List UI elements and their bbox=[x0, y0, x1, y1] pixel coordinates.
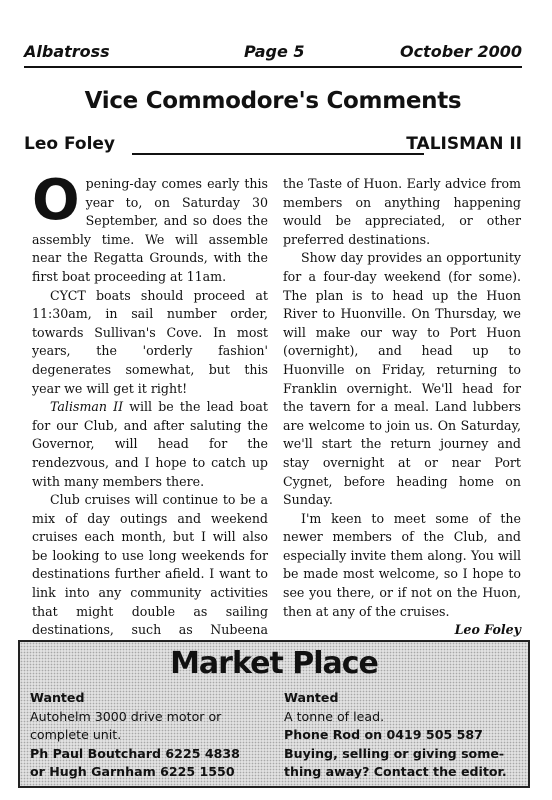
paragraph: the Taste of Huon. Early advice from members on anything happening would be appreciated, or other preferred destinations. bbox=[283, 176, 521, 247]
ad-line: complete unit. bbox=[30, 727, 122, 742]
signature: Leo Foley bbox=[454, 622, 521, 638]
publication-name: Albatross bbox=[24, 42, 110, 61]
market-place-title: Market Place bbox=[170, 646, 378, 681]
paragraph: Show day provides an opportunity for a four-day weekend (for some). The plan is to head up the Huon River to Huonville. On Thursday, we will make our way to Port Huon (overnight), and head up to Huonville on Friday, returning to Franklin overnight. We'll head for the tavern for a meal. Land lubbers are welcome to join us. On Saturday, we'll start the return journey and stay overnight at or near Port Cygnet, before heading home on Sunday. bbox=[283, 250, 521, 508]
ad-contact: Phone Rod on 0419 505 587 bbox=[284, 727, 483, 742]
paragraph: Club cruises will continue to be a mix of day outings and weekend cruises each month, but I will also be looking to use long weekends for destinations further afield. I want to link into any community activities that might double as sailing destinations, such as Nubeena bbox=[32, 492, 268, 638]
article-column-left bbox=[32, 168, 268, 658]
byline-rule bbox=[132, 153, 424, 155]
article-title: Vice Commodore's Comments bbox=[84, 88, 462, 114]
paragraph: I'm keen to meet some of the newer members of the Club, and especially invite them along. You will be made most welcome, so I hope to see you there, or if not on the Huon, then at any of the cruises. bbox=[283, 510, 521, 619]
paragraph: CYCT boats should proceed at 11:30am, in sail number order, towards Sullivan's Cove. In most years, the 'orderly fashion' degenerates somewhat, but this year we will get it right! bbox=[32, 287, 268, 396]
ad-heading: Wanted bbox=[30, 690, 85, 705]
ad-contact: or Hugh Garnham 6225 1550 bbox=[30, 764, 235, 779]
paragraph bbox=[32, 398, 268, 491]
page-number: Page 5 bbox=[244, 42, 305, 61]
byline bbox=[24, 134, 522, 158]
classified-ad-right bbox=[284, 689, 524, 782]
market-place-box bbox=[18, 640, 530, 788]
article-author: Leo Foley bbox=[24, 134, 116, 154]
issue-date: October 2000 bbox=[399, 42, 522, 61]
page-header bbox=[24, 40, 522, 64]
ad-line: Buying, selling or giving some- bbox=[284, 745, 505, 761]
paragraph-text: will be the lead boat for our Club, and after saluting the Governor, will head for the rendezvous, and I hope to catch up with many members there. bbox=[32, 399, 268, 489]
ad-contact: Ph Paul Boutchard 6225 4838 bbox=[30, 745, 240, 761]
paragraph-text: pening-day comes early this year to, on Saturday 30 September, and so does the assembly time. We will assemble near the Regatta Grounds, with the first boat proceeding at 11am. bbox=[32, 176, 268, 284]
article-column-right bbox=[283, 175, 521, 640]
ad-line: A tonne of lead. bbox=[284, 708, 385, 724]
ad-heading: Wanted bbox=[284, 690, 339, 705]
boat-name-italic: Talisman II bbox=[50, 399, 124, 415]
header-rule bbox=[24, 66, 522, 68]
drop-cap: O bbox=[32, 168, 80, 233]
ad-line: thing away? Contact the editor. bbox=[284, 764, 507, 779]
boat-name: TALISMAN II bbox=[406, 134, 522, 154]
ad-line: Autohelm 3000 drive motor or bbox=[30, 708, 222, 724]
classified-ad-left bbox=[30, 689, 270, 782]
paragraph bbox=[32, 168, 268, 287]
